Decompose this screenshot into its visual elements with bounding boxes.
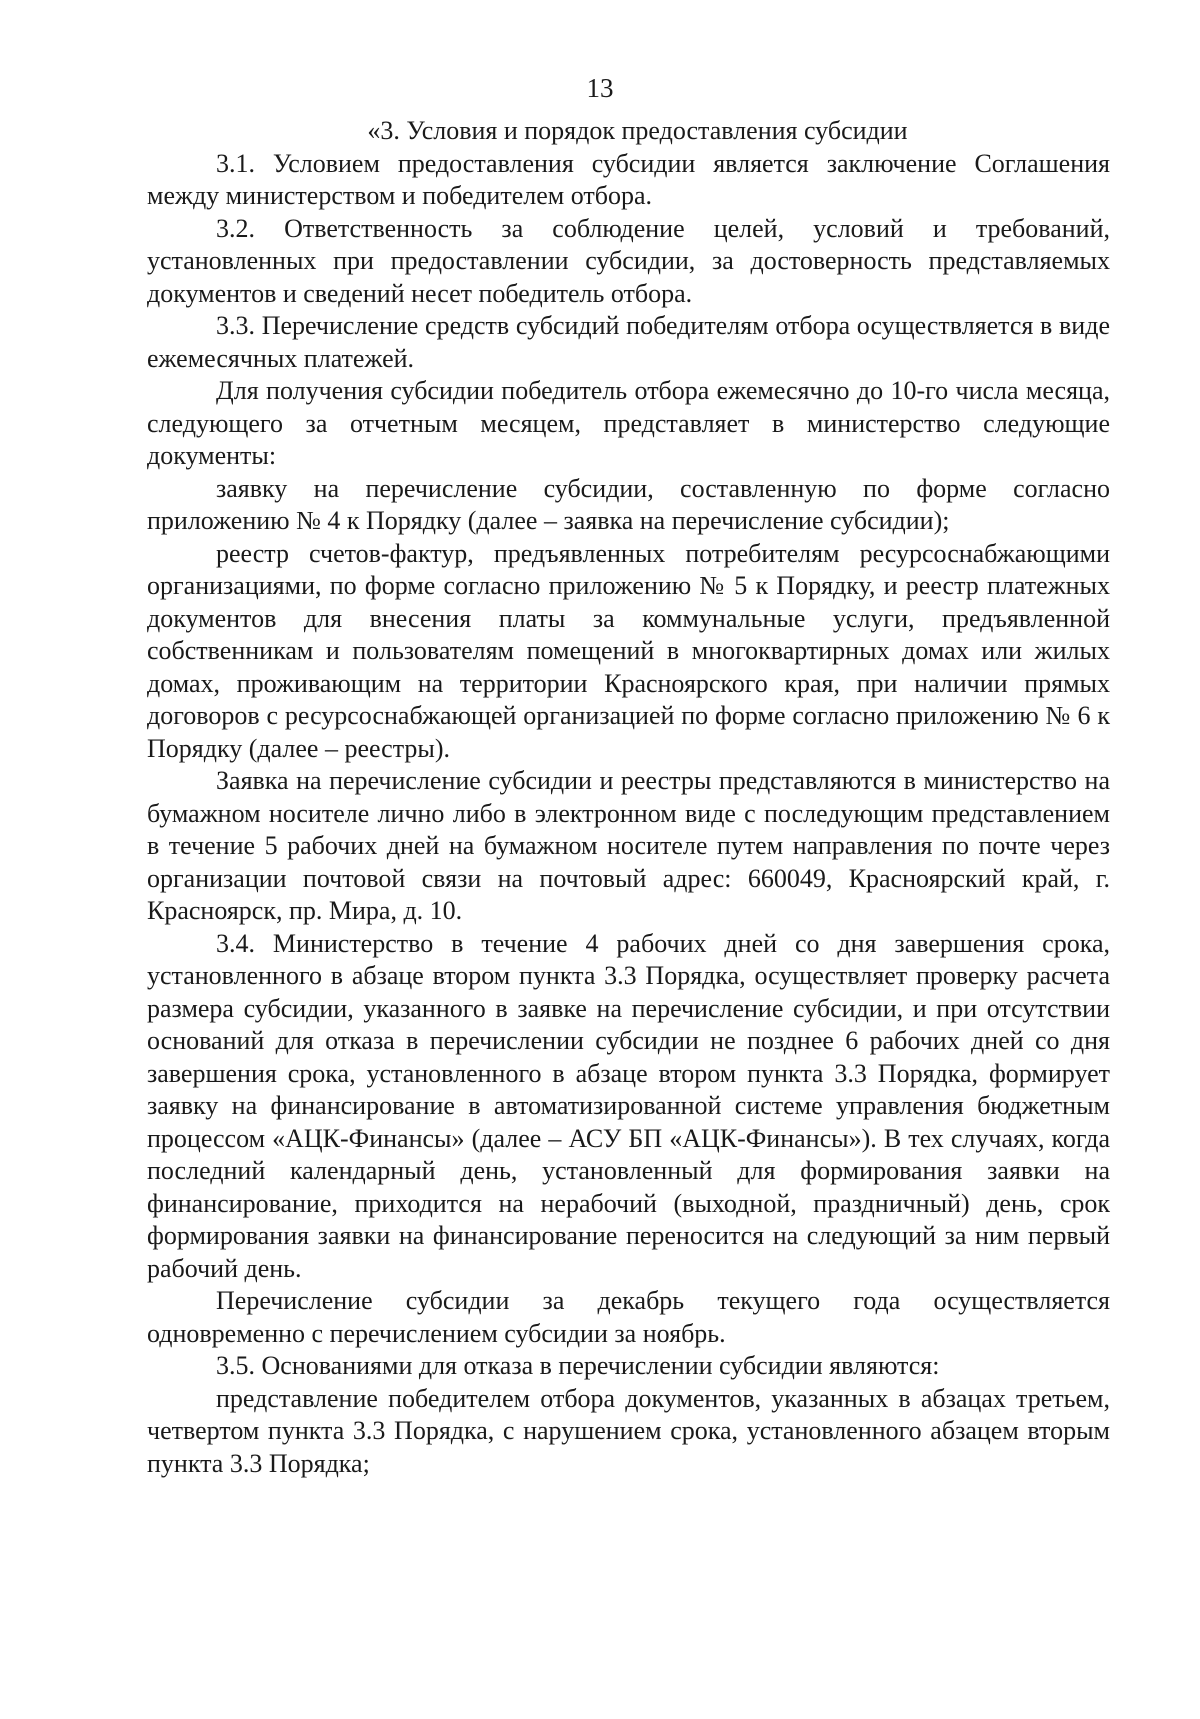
paragraph-december: Перечисление субсидии за декабрь текущего года осуществляется одновременно с перечислением субсидии за ноябрь. [147,1286,1110,1348]
paragraph-3-3: 3.3. Перечисление средств субсидий победителям отбора осуществляется в виде ежемесячных платежей. [147,311,1110,373]
section-title: «3. Условия и порядок предоставления субсидии [367,116,908,145]
paragraph-application-item: заявку на перечисление субсидии, составленную по форме согласно приложению № 4 к Порядку (далее – заявка на перечисление субсидии); [147,473,1110,535]
paragraph-documents-intro: Для получения субсидии победитель отбора ежемесячно до 10-го числа месяца, следующего за отчетным месяцем, представляет в министерство следующие документы: [147,376,1110,470]
paragraph-submission: Заявка на перечисление субсидии и реестры представляются в министерство на бумажном носителе лично либо в электронном виде с последующим представлением в течение 5 рабочих дней на бумажном носителе путем направления по почте через организации почтовой связи на почтовый адрес: 660049, Красноярский край, г. Красноярск, пр. Мира, д. 10. [147,766,1110,925]
paragraph-refusal-ground: представление победителем отбора документов, указанных в абзацах третьем, четвертом пункта 3.3 Порядка, с нарушением срока, установленного абзацем вторым пункта 3.3 Порядка; [147,1383,1110,1478]
document-body [147,115,1110,1480]
paragraph-registry-item: реестр счетов-фактур, предъявленных потребителям ресурсоснабжающими организациями, по форме согласно приложению № 5 к Порядку, и реестр платежных документов для внесения платы за коммунальные услуги, предъявленной собственникам и пользователям помещений в многоквартирных домах или жилых домах, проживающим на территории Красноярского края, при наличии прямых договоров с ресурсоснабжающей организацией по форме согласно приложению № 6 к Порядку (далее – реестры). [147,538,1110,763]
page-number: 13 [586,73,614,103]
paragraph-3-1: 3.1. Условием предоставления субсидии является заключение Соглашения между министерством и победителем отбора. [147,148,1110,210]
paragraph-3-5: 3.5. Основаниями для отказа в перечислении субсидии являются: [216,1351,940,1380]
paragraph-3-2: 3.2. Ответственность за соблюдение целей, условий и требований, установленных при предоставлении субсидии, за достоверность представляемых документов и сведений несет победитель отбора. [147,213,1110,308]
paragraph-3-4: 3.4. Министерство в течение 4 рабочих дней со дня завершения срока, установленного в абзаце втором пункта 3.3 Порядка, осуществляет проверку расчета размера субсидии, указанного в заявке на перечисление субсидии, и при отсутствии оснований для отказа в перечислении субсидии не позднее 6 рабочих дней со дня завершения срока, установленного в абзаце втором пункта 3.3 Порядка, формирует заявку на финансирование в автоматизированной системе управления бюджетным процессом «АЦК-Финансы» (далее – АСУ БП «АЦК-Финансы»). В тех случаях, когда последний календарный день, установленный для формирования заявки на финансирование, приходится на нерабочий (выходной, праздничный) день, срок формирования заявки на финансирование переносится на следующий за ним первый рабочий день. [147,928,1110,1283]
